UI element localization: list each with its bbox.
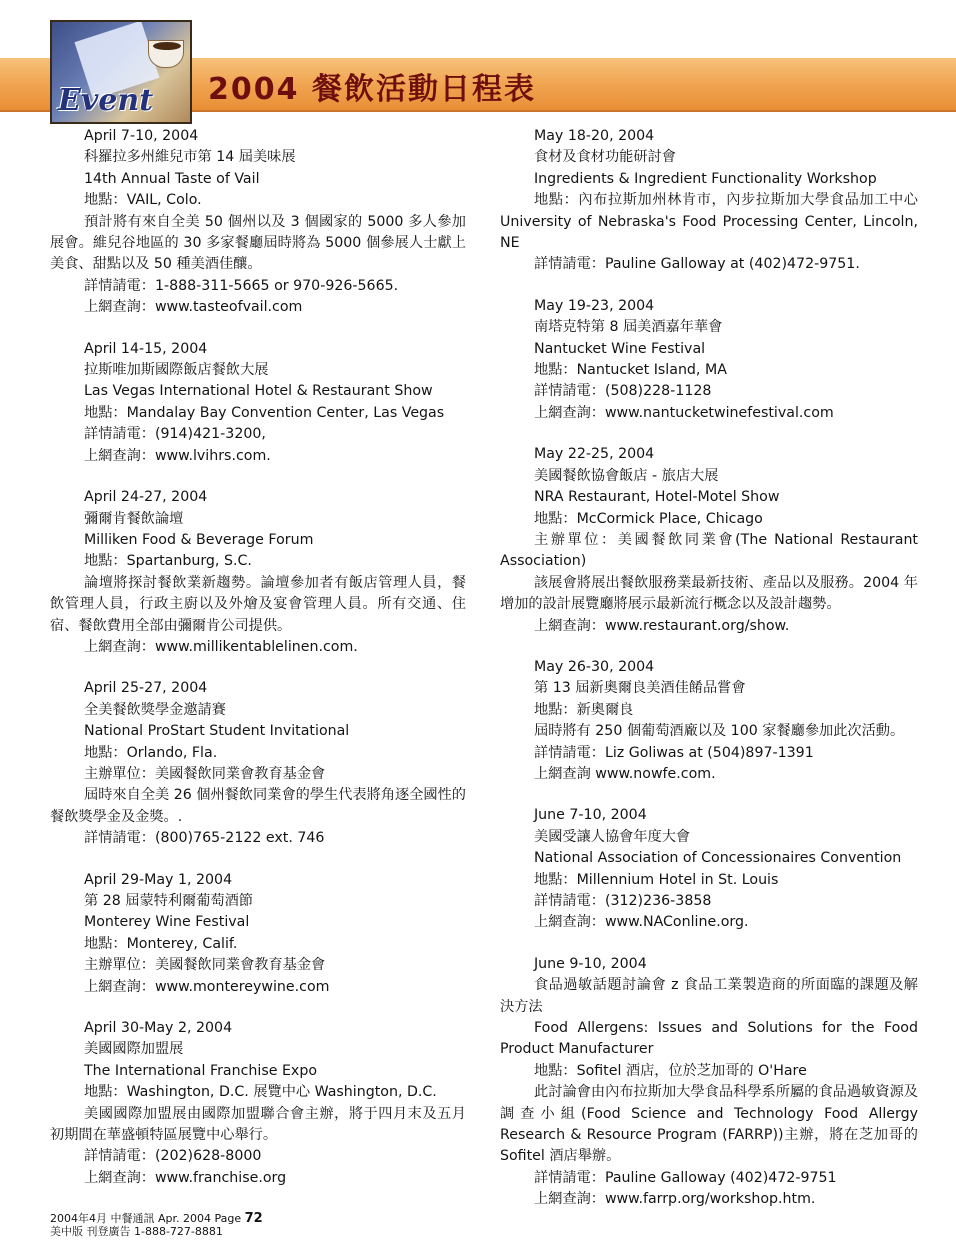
event-name-zh: 南塔克特第 8 屆美酒嘉年華會 — [534, 319, 723, 336]
event-phone: 詳情請電：(508)228-1128 — [534, 383, 712, 400]
event-logo — [50, 20, 192, 124]
event-phone: 詳情請電：(202)628-8000 — [84, 1148, 262, 1165]
event-website[interactable]: 上網查詢：www.NAConline.org. — [534, 914, 749, 931]
event-website[interactable]: 上網查詢：www.millikentablelinen.com. — [84, 638, 358, 655]
event-location: 地點：Mandalay Bay Convention Center, Las Vegas — [84, 404, 445, 421]
event-name-en: Milliken Food & Beverage Forum — [84, 531, 314, 548]
page-number: 72 — [244, 1211, 263, 1226]
event-name-en: National Association of Concessionaires Convention — [534, 850, 902, 867]
event-phone: 詳情請電：1-888-311-5665 or 970-926-5665. — [84, 277, 399, 294]
coffee-surface-graphic — [153, 42, 181, 50]
event-date: June 7-10, 2004 — [534, 807, 647, 824]
event-location: 地點：新奧爾良 — [534, 701, 634, 718]
event-entry — [50, 126, 466, 319]
event-website[interactable]: 上網查詢：www.nantucketwinefestival.com — [534, 404, 834, 421]
event-entry — [50, 870, 466, 998]
event-phone: 詳情請電：(914)421-3200, — [84, 426, 266, 443]
event-website[interactable]: 上網查詢 www.nowfe.com. — [534, 765, 716, 782]
event-name-zh: 美國受讓人協會年度大會 — [534, 828, 691, 845]
right-column — [500, 126, 918, 1231]
event-name-en: National ProStart Student Invitational — [84, 723, 350, 740]
event-name-zh: 全美餐飲獎學金邀請賽 — [84, 701, 226, 718]
event-date: April 24-27, 2004 — [84, 489, 208, 506]
event-location: 地點：McCormick Place, Chicago — [534, 510, 763, 527]
event-name-en: Ingredients & Ingredient Functionality Workshop — [534, 170, 877, 187]
event-entry — [50, 1018, 466, 1189]
event-phone: 詳情請電：(800)765-2122 ext. 746 — [84, 830, 325, 847]
event-website[interactable]: 上網查詢：www.lvihrs.com. — [84, 447, 271, 464]
event-name-en: Monterey Wine Festival — [84, 914, 250, 931]
event-website[interactable]: 上網查詢：www.montereywine.com — [84, 978, 330, 995]
event-name-zh: 美國餐飲協會飯店 - 旅店大展 — [534, 467, 719, 484]
event-website[interactable]: 上網查詢：www.tasteofvail.com — [84, 299, 303, 316]
event-date: April 30-May 2, 2004 — [84, 1020, 233, 1037]
event-phone: 詳情請電：Pauline Galloway at (402)472-9751. — [534, 256, 860, 273]
page-title: 2004 餐飲活動日程表 — [208, 72, 536, 107]
event-name-zh: 拉斯唯加斯國際飯店餐飲大展 — [84, 362, 269, 379]
event-date: May 19-23, 2004 — [534, 297, 655, 314]
event-description: 該展會將展出餐飲服務業最新技術、產品以及服務。2004 年增加的設計展覽廳將展示最新流行概念以及設計趨勢。 — [500, 574, 918, 613]
event-date: April 25-27, 2004 — [84, 680, 208, 697]
event-phone: 詳情請電：(312)236-3858 — [534, 893, 712, 909]
event-website[interactable]: 上網查詢：www.restaurant.org/show. — [534, 617, 790, 634]
event-location: 地點：Millennium Hotel in St. Louis — [534, 871, 779, 888]
event-name-en: Nantucket Wine Festival — [534, 340, 706, 357]
event-name-zh: 食品過敏話題討論會 z 食品工業製造商的所面臨的課題及解決方法 — [500, 977, 918, 1015]
event-entry — [50, 487, 466, 658]
event-description: 論壇將探討餐飲業新趨勢。論壇參加者有飯店管理人員，餐飲管理人員，行政主廚以及外燴及宴會管理人員。所有交通、住宿、餐飲費用全部由彌爾肯公司提供。 — [50, 574, 466, 634]
event-location: 地點：Nantucket Island, MA — [534, 362, 727, 379]
event-date: April 14-15, 2004 — [84, 340, 208, 357]
event-phone: 詳情請電：Pauline Galloway (402)472-9751 — [534, 1169, 837, 1186]
event-location: 地點：Orlando, Fla. — [84, 744, 218, 761]
event-location: 地點：Sofitel 酒店，位於芝加哥的 O'Hare — [534, 1062, 807, 1079]
event-sponsor: 主辦單位：美國餐飲同業會教育基金會 — [84, 765, 326, 782]
event-description: 預計將有來自全美 50 個州以及 3 個國家的 5000 多人參加展會。維兒谷地區的 30 多家餐廳屆時將為 5000 個參展人士獻上美食、甜點以及 50 種美酒佳釀。 — [50, 213, 466, 273]
event-entry — [500, 126, 918, 276]
event-name-zh: 彌爾肯餐飲論壇 — [84, 510, 184, 527]
event-sponsor: 主辦單位：美國餐飲同業會(The National Restaurant Association) — [500, 531, 918, 570]
event-location: 地點：Monterey, Calif. — [84, 935, 238, 952]
event-name-en: Las Vegas International Hotel & Restaurant Show — [84, 383, 433, 400]
event-entry — [50, 678, 466, 849]
event-description: 美國國際加盟展由國際加盟聯合會主辦，將于四月末及五月初期間在華盛頓特區展覽中心舉行。 — [50, 1105, 466, 1144]
event-name-en: 14th Annual Taste of Vail — [84, 170, 260, 187]
event-name-en: Food Allergens: Issues and Solutions for the Food Product Manufacturer — [500, 1020, 918, 1058]
event-entry — [500, 954, 918, 1211]
event-name-zh: 科羅拉多州維兒市第 14 屆美味展 — [84, 149, 296, 166]
event-description: 此討論會由內布拉斯加大學食品科學系所屬的食品過敏資源及調查小組(Food Science and Technology Food Allergy Research & Resource Program (FARRP))主辦，將在芝加哥的 Sofitel 酒店舉辦。 — [500, 1084, 918, 1165]
logo-text: Event — [58, 83, 154, 118]
footer-ad-line: 美中版 刊登廣告 1-888-727-8881 — [50, 1225, 223, 1238]
event-entry — [500, 444, 918, 637]
event-date: April 7-10, 2004 — [84, 128, 199, 144]
event-name-zh: 美國國際加盟展 — [84, 1041, 184, 1058]
event-entry — [500, 657, 918, 785]
footer-issue: 2004年4月 中餐通訊 Apr. 2004 Page — [50, 1212, 242, 1225]
event-location: 地點：Washington, D.C. 展覽中心 Washington, D.C. — [84, 1084, 437, 1101]
event-name-zh: 第 28 屆蒙特利爾葡萄酒節 — [84, 893, 253, 909]
event-name-zh: 第 13 屆新奧爾良美酒佳餚品嘗會 — [534, 680, 746, 697]
left-column — [50, 126, 466, 1209]
event-location: 地點：Spartanburg, S.C. — [84, 553, 252, 570]
event-sponsor: 主辦單位：美國餐飲同業會教育基金會 — [84, 957, 326, 974]
event-location: 地點：內布拉斯加州林肯市，內步拉斯加大學食品加工中心 University of Nebraska's Food Processing Center, Lincoln, NE — [500, 192, 918, 252]
event-name-en: NRA Restaurant, Hotel-Motel Show — [534, 489, 780, 506]
event-location: 地點：VAIL, Colo. — [84, 192, 202, 209]
event-date: May 26-30, 2004 — [534, 658, 655, 675]
event-entry — [500, 296, 918, 424]
event-date: May 18-20, 2004 — [534, 128, 655, 144]
event-name-zh: 食材及食材功能研討會 — [534, 149, 676, 166]
event-entry — [50, 339, 466, 467]
event-date: June 9-10, 2004 — [534, 955, 647, 972]
event-date: May 22-25, 2004 — [534, 446, 655, 463]
event-entry — [500, 805, 918, 933]
event-date: April 29-May 1, 2004 — [84, 871, 233, 888]
event-description: 屆時來自全美 26 個州餐飲同業會的學生代表將角逐全國性的餐飲獎學金及金獎。. — [50, 787, 466, 825]
page-footer — [50, 1212, 263, 1238]
event-name-en: The International Franchise Expo — [84, 1062, 318, 1079]
event-description: 屆時將有 250 個葡萄酒廠以及 100 家餐廳參加此次活動。 — [534, 723, 905, 740]
event-website[interactable]: 上網查詢：www.farrp.org/workshop.htm. — [534, 1191, 816, 1208]
event-phone: 詳情請電：Liz Goliwas at (504)897-1391 — [534, 744, 814, 761]
event-website[interactable]: 上網查詢：www.franchise.org — [84, 1169, 287, 1186]
